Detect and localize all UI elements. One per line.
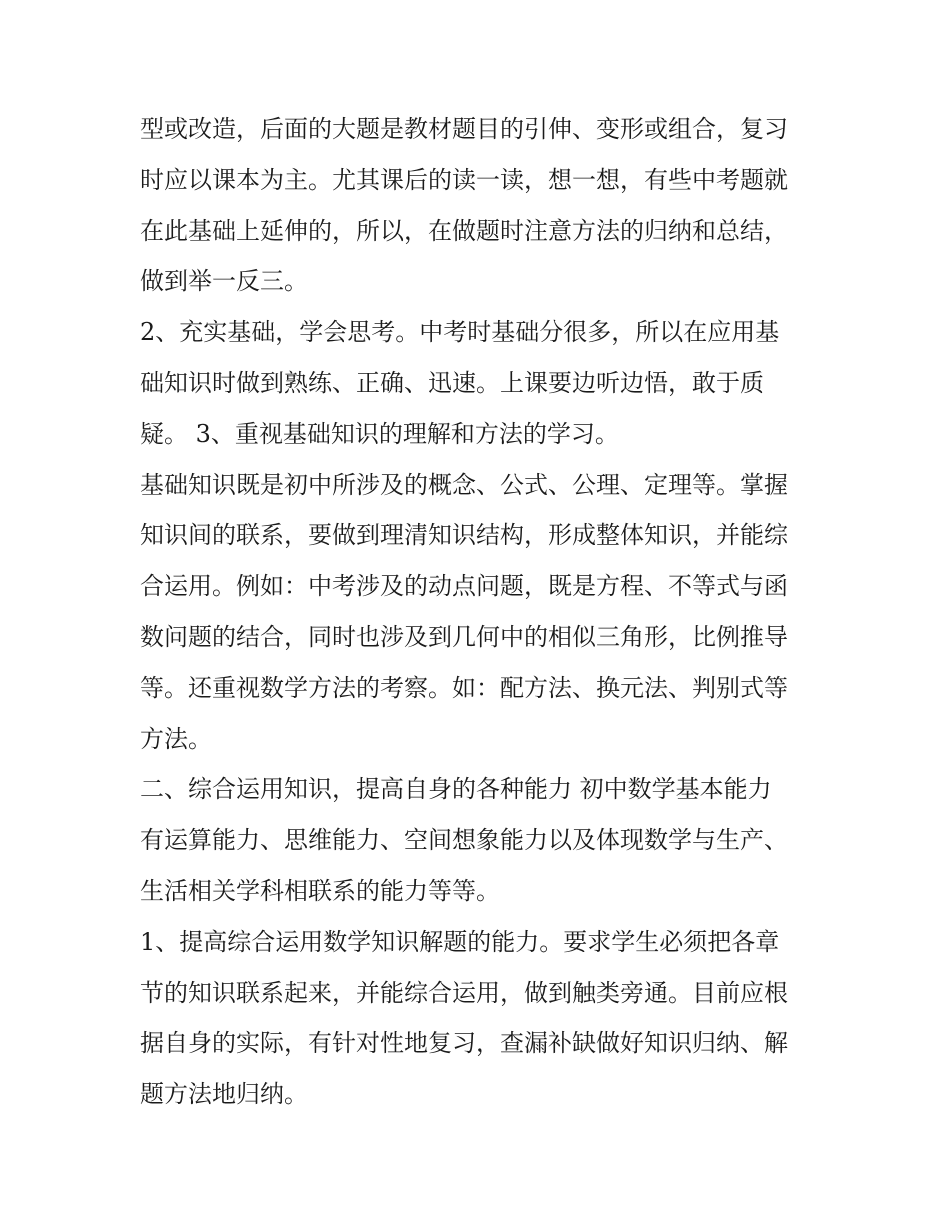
text-line: 在此基础上延伸的，所以，在做题时注意方法的归纳和总结， — [140, 216, 788, 245]
text-line: 题方法地归纳。 — [140, 1080, 308, 1109]
text-line: 疑。 3、重视基础知识的理解和方法的学习。 — [140, 419, 619, 448]
text-line: 2、充实基础，学会思考。中考时基础分很多，所以在应用基 — [140, 318, 780, 347]
paragraph-1 — [140, 104, 830, 307]
text-line: 1、提高综合运用数学知识解题的能力。要求学生必须把各章 — [140, 927, 780, 956]
text-line: 二、综合运用知识，提高自身的各种能力 初中数学基本能力 — [140, 775, 772, 804]
text-line: 节的知识联系起来，并能综合运用，做到触类旁通。目前应根 — [140, 978, 788, 1007]
text-line: 等。还重视数学方法的考察。如：配方法、换元法、判别式等 — [140, 673, 788, 702]
text-line: 数问题的结合，同时也涉及到几何中的相似三角形，比例推导 — [140, 622, 788, 651]
text-line: 生活相关学科相联系的能力等等。 — [140, 876, 500, 905]
text-line: 合运用。例如：中考涉及的动点问题，既是方程、不等式与函 — [140, 572, 788, 601]
paragraph-3 — [140, 460, 830, 765]
paragraph-2 — [140, 307, 830, 459]
text-line: 据自身的实际，有针对性地复习，查漏补缺做好知识归纳、解 — [140, 1029, 788, 1058]
text-line: 知识间的联系，要做到理清知识结构，形成整体知识，并能综 — [140, 521, 788, 550]
text-line: 基础知识既是初中所涉及的概念、公式、公理、定理等。掌握 — [140, 470, 788, 499]
body-text — [140, 104, 830, 1120]
text-line: 型或改造，后面的大题是教材题目的引伸、变形或组合，复习 — [140, 115, 788, 143]
paragraph-4 — [140, 764, 830, 916]
text-line: 做到举一反三。 — [140, 267, 308, 296]
text-line: 有运算能力、思维能力、空间想象能力以及体现数学与生产、 — [140, 826, 788, 855]
text-line: 方法。 — [140, 724, 212, 753]
paragraph-5 — [140, 917, 830, 1120]
text-line: 础知识时做到熟练、正确、迅速。上课要边听边悟，敢于质 — [140, 368, 764, 397]
text-line: 时应以课本为主。尤其课后的读一读，想一想，有些中考题就 — [140, 165, 788, 194]
